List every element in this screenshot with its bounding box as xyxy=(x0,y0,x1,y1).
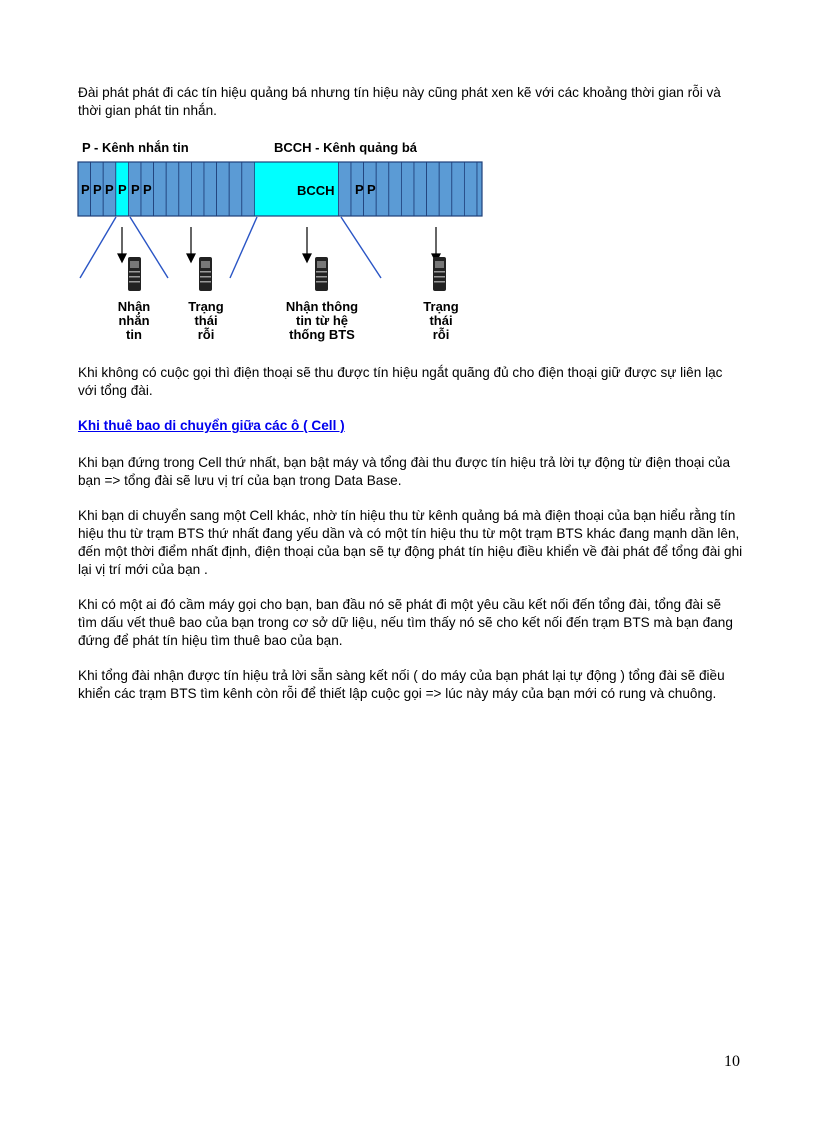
caption-idle-2 xyxy=(423,299,458,342)
slot-p-8: P xyxy=(367,182,376,197)
slot-p-1: P xyxy=(81,182,90,197)
page-number: 10 xyxy=(724,1053,740,1070)
mobile-phone-icon xyxy=(199,257,212,291)
slot xyxy=(389,162,402,216)
slot xyxy=(464,162,477,216)
slot xyxy=(414,162,427,216)
slot xyxy=(242,162,255,216)
slot xyxy=(204,162,217,216)
svg-text:Trạng: Trạng xyxy=(188,299,224,314)
slot xyxy=(179,162,192,216)
idle-paragraph: Khi không có cuộc gọi thì điện thoại sẽ thu được tín hiệu ngắt quãng đủ cho điện thoại giữ được sự liên lạc với tổng đài. xyxy=(78,365,723,398)
slot xyxy=(401,162,414,216)
slot xyxy=(154,162,167,216)
caption-receive-message xyxy=(118,299,151,342)
paragraph-incoming-call: Khi có một ai đó cầm máy gọi cho bạn, ban đầu nó sẽ phát đi một yêu cầu kết nối đến tổng đài, tổng đài sẽ tìm dấu vết thuê bao của bạn trong cơ sở dữ liệu, nếu tìm thấy nó sẽ cho kết nối đến trạm BTS mà bạn đang đứng để phát tín hiệu tìm thuê bao của bạn. xyxy=(78,597,733,648)
slot xyxy=(477,162,482,216)
slot-p-5: P xyxy=(131,182,140,197)
slot xyxy=(217,162,230,216)
svg-text:tin từ hệ: tin từ hệ xyxy=(295,313,349,328)
label-paging-channel: P - Kênh nhắn tin xyxy=(82,140,189,155)
paragraph-call-setup: Khi tổng đài nhận được tín hiệu trả lời sẵn sàng kết nối ( do máy của bạn phát lại tự động ) tổng đài sẽ điều khiển các trạm BTS tìm kênh còn rỗi để thiết lập cuộc gọi => lúc này máy của bạn mới có rung và chuông. xyxy=(78,668,725,701)
svg-text:thống BTS: thống BTS xyxy=(289,327,355,342)
svg-text:Trạng: Trạng xyxy=(423,299,459,314)
slot xyxy=(427,162,440,216)
caption-idle-1 xyxy=(188,299,223,342)
slot xyxy=(376,162,389,216)
slot xyxy=(229,162,242,216)
slot xyxy=(191,162,204,216)
slot-bcch: BCCH xyxy=(297,183,335,198)
svg-text:nhắn: nhắn xyxy=(118,313,150,328)
slot-p-4: P xyxy=(118,182,127,197)
slot-p-3: P xyxy=(105,182,114,197)
svg-text:Nhận: Nhận xyxy=(117,299,151,314)
svg-text:rỗi: rỗi xyxy=(197,327,215,342)
slot xyxy=(439,162,452,216)
mobile-phone-icon xyxy=(433,257,446,291)
mobile-phone-icon xyxy=(315,257,328,291)
intro-paragraph: Đài phát phát đi các tín hiệu quảng bá nhưng tín hiệu này cũng phát xen kẽ với các khoảng thời gian rỗi và thời gian phát tin nhắn. xyxy=(78,85,721,118)
caption-receive-bts-info xyxy=(286,299,358,342)
section-heading-link[interactable]: Khi thuê bao di chuyển giữa các ô ( Cell ) xyxy=(78,418,345,433)
slot xyxy=(452,162,465,216)
slot xyxy=(338,162,351,216)
channel-diagram xyxy=(76,136,486,348)
svg-text:Nhận thông: Nhận thông xyxy=(285,299,359,314)
mobile-phone-icon xyxy=(128,257,141,291)
slot-p-7: P xyxy=(355,182,364,197)
svg-text:rỗi: rỗi xyxy=(432,327,450,342)
slot xyxy=(166,162,179,216)
svg-text:thái: thái xyxy=(194,313,218,328)
slot-p-2: P xyxy=(93,182,102,197)
label-broadcast-channel: BCCH - Kênh quảng bá xyxy=(274,140,417,155)
paragraph-cell-change: Khi bạn di chuyển sang một Cell khác, nhờ tín hiệu thu từ kênh quảng bá mà điện thoại của bạn hiểu rằng tín hiệu thu từ trạm BTS thứ nhất đang yếu dần và có một tín hiệu thu từ một trạm BTS khác đang mạnh dần lên, đến một thời điểm nhất định, điện thoại của bạn sẽ tự động phát tín hiệu điều khiển về đài phát để tổng đài ghi lại vị trí mới của bạn . xyxy=(78,508,743,577)
svg-text:tin: tin xyxy=(126,327,142,342)
paragraph-first-cell: Khi bạn đứng trong Cell thứ nhất, bạn bật máy và tổng đài thu được tín hiệu trả lời tự động từ điện thoại của bạn => tổng đài sẽ lưu vị trí của bạn trong Data Base. xyxy=(78,455,731,488)
svg-text:thái: thái xyxy=(429,313,453,328)
slot-p-6: P xyxy=(143,182,152,197)
